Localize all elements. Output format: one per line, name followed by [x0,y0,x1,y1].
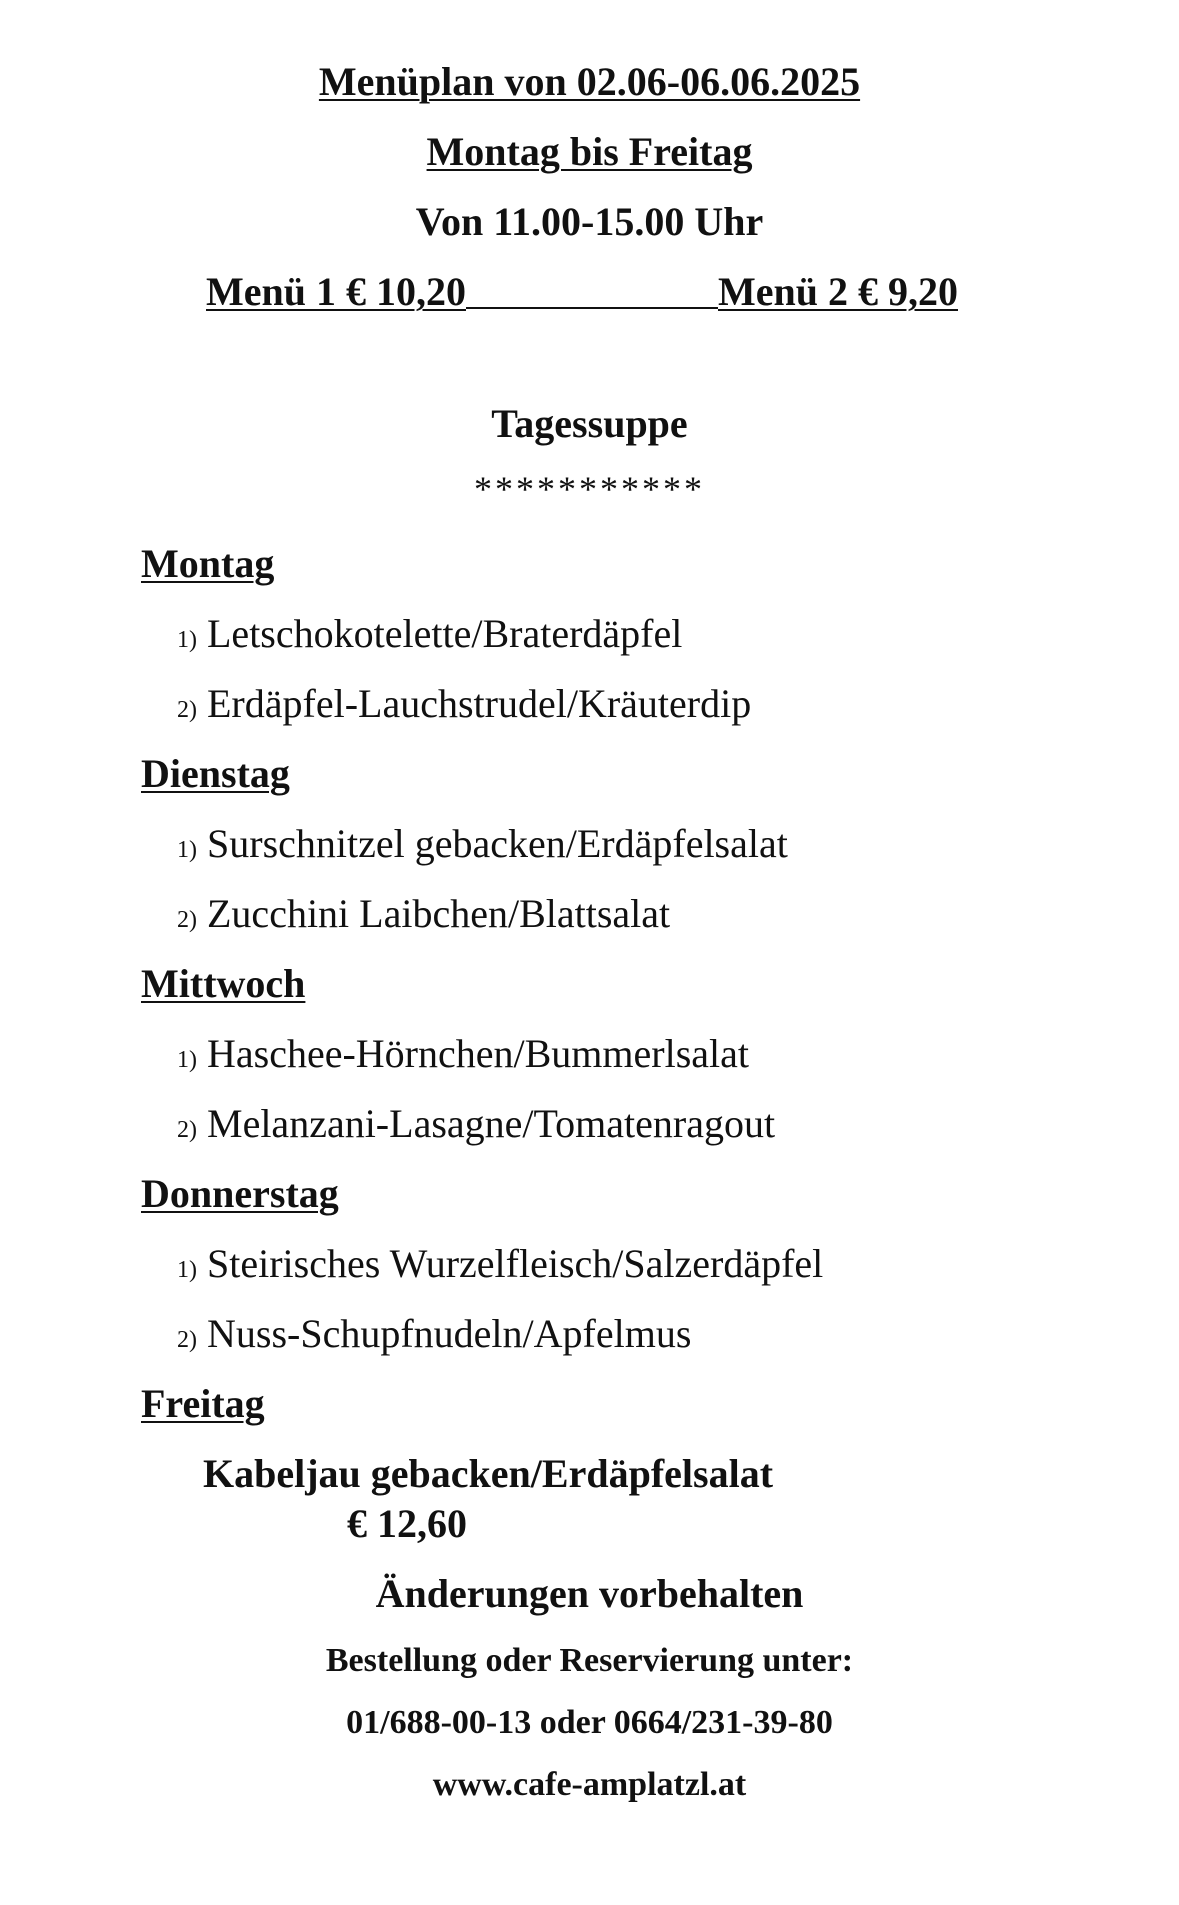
order-label: Bestellung oder Reservierung unter: [325,1642,854,1679]
dish-item [177,610,682,657]
dish-number: 1) [177,1257,197,1283]
dish-text: Nuss-Schupfnudeln/Apfelmus [207,1311,692,1356]
daily-soup: Tagessuppe [491,401,688,446]
dish-item [177,890,670,937]
menu-title: Menüplan von 02.06-06.06.2025 [318,59,861,104]
dish-item [177,820,788,867]
dish-text: Letschokotelette/Braterdäpfel [207,611,683,656]
dish-number: 1) [177,837,197,863]
menu1-price: Menü 1 € 10,20 [206,269,466,314]
dish-number: 1) [177,627,197,653]
day-heading-donnerstag: Donnerstag [141,1171,339,1216]
day-heading-montag: Montag [141,541,275,586]
days-range: Montag bis Freitag [426,129,753,174]
dish-item [177,1310,691,1357]
dish-item [177,1030,749,1077]
dish-number: 2) [177,1117,197,1143]
dish-number: 2) [177,1327,197,1353]
website-link[interactable]: www.cafe-amplatzl.at [432,1766,747,1803]
day-heading-freitag: Freitag [141,1381,265,1426]
dish-number: 2) [177,907,197,933]
dish-number: 2) [177,697,197,723]
dish-text: Steirisches Wurzelfleisch/Salzerdäpfel [207,1241,824,1286]
friday-special-dish: Kabeljau gebacken/Erdäpfelsalat [203,1451,774,1496]
dish-number: 1) [177,1047,197,1073]
dish-text: Erdäpfel-Lauchstrudel/Kräuterdip [207,681,752,726]
day-heading-mittwoch: Mittwoch [141,961,306,1006]
dish-item [177,1240,823,1287]
changes-notice: Änderungen vorbehalten [375,1571,804,1616]
separator-stars: *********** [474,469,705,509]
dish-text: Melanzani-Lasagne/Tomatenragout [207,1101,776,1146]
dish-text: Haschee-Hörnchen/Bummerlsalat [207,1031,750,1076]
dish-item [177,1100,775,1147]
phone-numbers: 01/688-00-13 oder 0664/231-39-80 [346,1704,833,1741]
menu2-price: Menü 2 € 9,20 [718,269,958,314]
friday-special-price: € 12,60 [347,1501,467,1546]
opening-hours: Von 11.00-15.00 Uhr [415,199,764,244]
dish-text: Zucchini Laibchen/Blattsalat [207,891,671,936]
menu-prices-row [206,268,958,315]
day-heading-dienstag: Dienstag [141,751,290,796]
dish-item [177,680,751,727]
dish-text: Surschnitzel gebacken/Erdäpfelsalat [207,821,788,866]
price-separator-line [466,307,718,309]
